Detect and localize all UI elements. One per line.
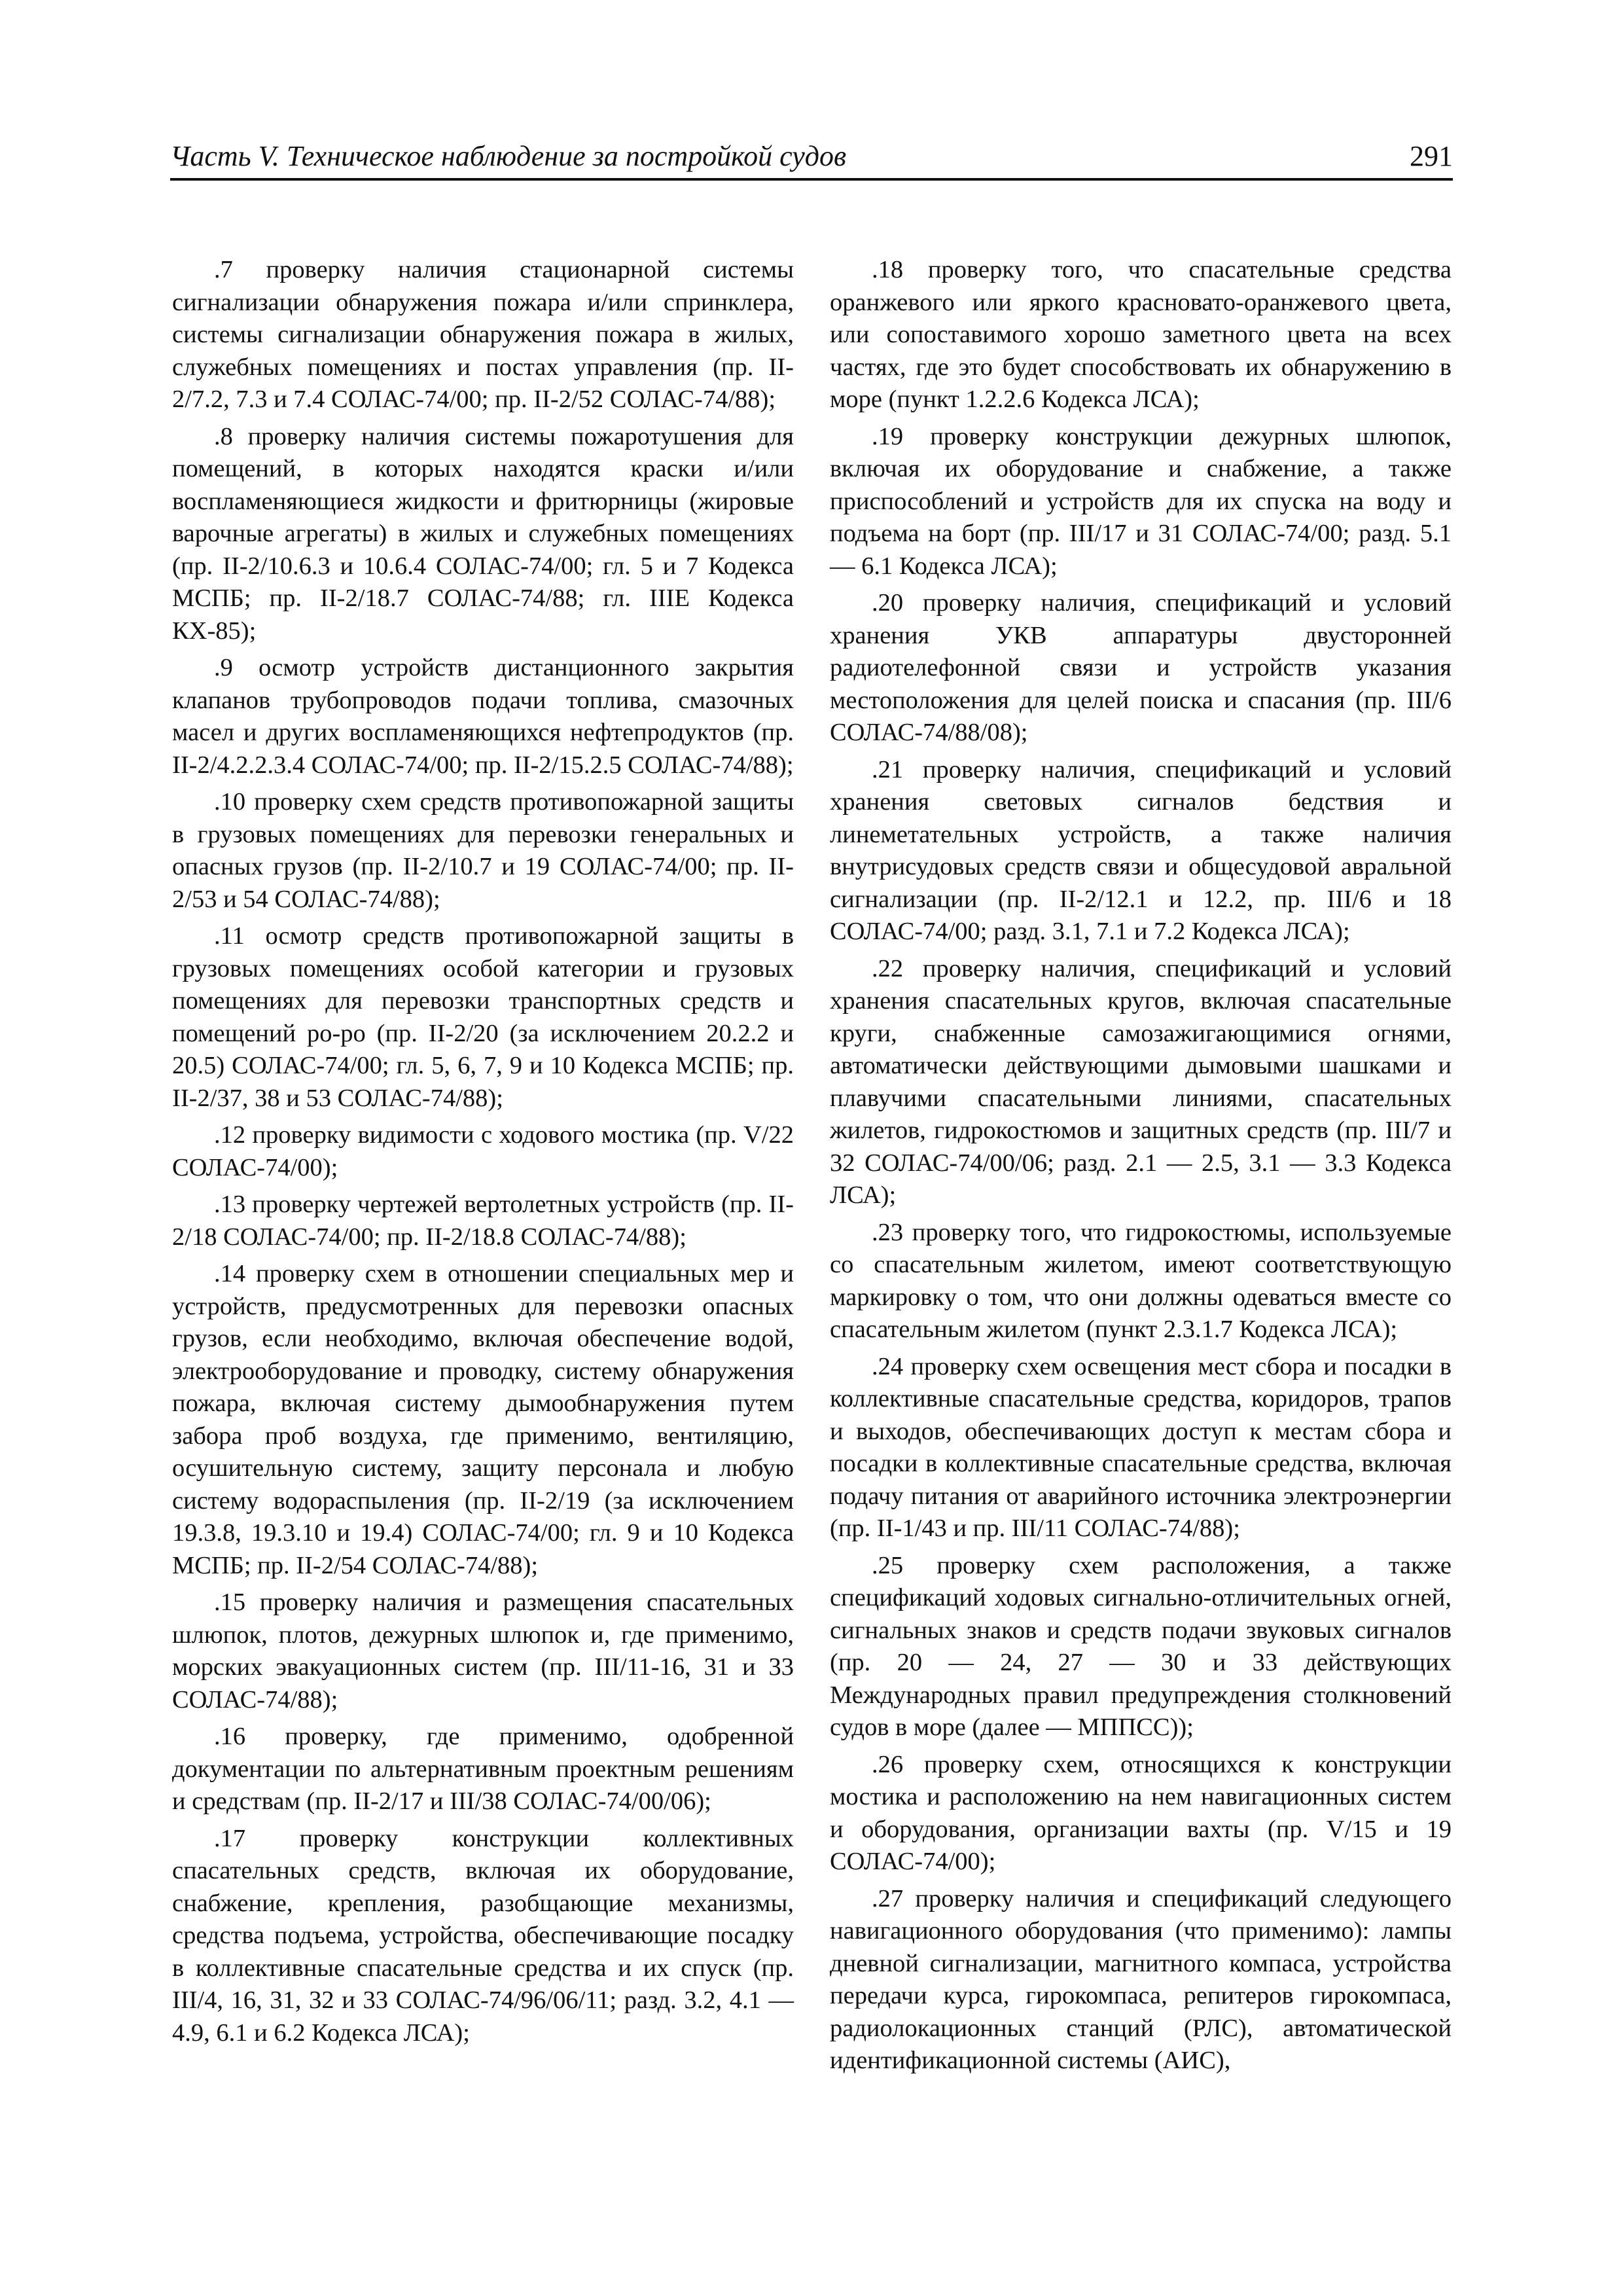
left-column <box>172 254 794 2054</box>
list-item: .19 проверку конструкции дежурных шлюпок, включая их оборудование и снабжение, а также приспособлений и устройств для их спуска на воду и подъема на борт (пр. III/17 и 31 СОЛАС-74/00; разд. 5.1 — 6.1 Кодекса ЛСА); <box>830 422 1452 580</box>
list-item: .13 проверку чертежей вертолетных устройств (пр. II-2/18 СОЛАС-74/00; пр. II-2/18.8 СОЛАС-74/88); <box>172 1191 794 1251</box>
running-header-title: Часть V. Техническое наблюдение за постройкой судов <box>170 140 847 172</box>
list-item: .12 проверку видимости с ходового мостика (пр. V/22 СОЛАС-74/00); <box>172 1121 794 1181</box>
list-item: .27 проверку наличия и спецификаций следующего навигационного оборудования (что применимо): лампы дневной сигнализации, магнитного компаса, устройства передачи курса, гирокомпаса, репитеров гирокомпаса, радиолокационных станций (РЛС), автоматической идентификационной системы (АИС), <box>830 1884 1452 2074</box>
list-item: .17 проверку конструкции коллективных спасательных средств, включая их оборудование, снабжение, крепления, разобщающие механизмы, средства подъема, устройства, обеспечивающие посадку в коллективные спасательные средства и их спуск (пр. III/4, 16, 31, 32 и 33 СОЛАС-74/96/06/11; разд. 3.2, 4.1 — 4.9, 6.1 и 6.2 Кодекса ЛСА); <box>172 1824 794 2047</box>
list-item: .9 осмотр устройств дистанционного закрытия клапанов трубопроводов подачи топлива, смазочных масел и других воспламеняющихся нефтепродуктов (пр. II-2/4.2.2.3.4 СОЛАС-74/00; пр. II-2/15.2.5 СОЛАС-74/88); <box>172 654 794 779</box>
list-item: .10 проверку схем средств противопожарной защиты в грузовых помещениях для перевозки генеральных и опасных грузов (пр. II-2/10.7 и 19 СОЛАС-74/00; пр. II-2/53 и 54 СОЛАС-74/88); <box>172 788 794 913</box>
list-item: .24 проверку схем освещения мест сбора и посадки в коллективные спасательные средства, коридоров, трапов и выходов, обеспечивающих доступ к местам сбора и посадки в коллективные спасательные средства, включая подачу питания от аварийного источника электроэнергии (пр. II-1/43 и пр. III/11 СОЛАС-74/88); <box>830 1352 1452 1542</box>
list-item: .20 проверку наличия, спецификаций и условий хранения УКВ аппаратуры двусторонней радиотелефонной связи и устройств указания местоположения для целей поиска и спасания (пр. III/6 СОЛАС-74/88/08); <box>830 589 1452 746</box>
list-item: .16 проверку, где применимо, одобренной документации по альтернативным проектным решениям и средствам (пр. II-2/17 и III/38 СОЛАС-74/00/06); <box>172 1723 794 1815</box>
list-item: .21 проверку наличия, спецификаций и условий хранения световых сигналов бедствия и линеметательных устройств, а также наличия внутрисудовых средств связи и общесудовой авральной сигнализации (пр. II-2/12.1 и 12.2, пр. III/6 и 18 СОЛАС-74/00; разд. 3.1, 7.1 и 7.2 Кодекса ЛСА); <box>830 755 1452 945</box>
list-item: .23 проверку того, что гидрокостюмы, используемые со спасательным жилетом, имеют соответствующую маркировку о том, что они должны одеваться вместе со спасательным жилетом (пункт 2.3.1.7 Кодекса ЛСА); <box>830 1218 1452 1343</box>
list-item: .22 проверку наличия, спецификаций и условий хранения спасательных кругов, включая спасательные круги, снабженные самозажигающимися огнями, автоматически действующими дымовыми шашками и плавучими спасательными линиями, спасательных жилетов, гидрокостюмов и защитных средств (пр. III/7 и 32 СОЛАС-74/00/06; разд. 2.1 — 2.5, 3.1 — 3.3 Кодекса ЛСА); <box>830 954 1452 1209</box>
list-item: .25 проверку схем расположения, а также спецификаций ходовых сигнально-отличительных огней, сигнальных знаков и средств подачи звуковых сигналов (пр. 20 — 24, 27 — 30 и 33 действующих Международных правил предупреждения столкновений судов в море (далее — МППСС)); <box>830 1551 1452 1741</box>
list-item: .18 проверку того, что спасательные средства оранжевого или яркого красновато-оранжевого цвета, или сопоставимого хорошо заметного цвета на всех частях, где это будет способствовать их обнаружению в море (пункт 1.2.2.6 Кодекса ЛСА); <box>830 256 1452 413</box>
list-item: .11 осмотр средств противопожарной защиты в грузовых помещениях особой категории и грузовых помещениях для перевозки транспортных средств и помещений ро-ро (пр. II-2/20 (за исключением 20.2.2 и 20.5) СОЛАС-74/00; гл. 5, 6, 7, 9 и 10 Кодекса МСПБ; пр. II-2/37, 38 и 53 СОЛАС-74/88); <box>172 922 794 1112</box>
list-item: .15 проверку наличия и размещения спасательных шлюпок, плотов, дежурных шлюпок и, где применимо, морских эвакуационных систем (пр. III/11-16, 31 и 33 СОЛАС-74/88); <box>172 1588 794 1713</box>
list-item: .8 проверку наличия системы пожаротушения для помещений, в которых находятся краски и/или воспламеняющиеся жидкости и фритюрницы (жировые варочные агрегаты) в жилых и служебных помещениях (пр. II-2/10.6.3 и 10.6.4 СОЛАС-74/00; гл. 5 и 7 Кодекса МСПБ; пр. II-2/18.7 СОЛАС-74/88; гл. IIIE Кодекса КХ-85); <box>172 422 794 645</box>
page-number: 291 <box>1410 140 1453 172</box>
list-item: .14 проверку схем в отношении специальных мер и устройств, предусмотренных для перевозки опасных грузов, если необходимо, включая обеспечение водой, электрооборудование и проводку, систему обнаружения пожара, включая систему дымообнаружения путем забора проб воздуха, где применимо, вентиляцию, осушительную систему, защиту персонала и любую систему водораспыления (пр. II-2/19 (за исключением 19.3.8, 19.3.10 и 19.4) СОЛАС-74/00; гл. 9 и 10 Кодекса МСПБ; пр. II-2/54 СОЛАС-74/88); <box>172 1260 794 1579</box>
running-header <box>170 140 1453 181</box>
list-item: .26 проверку схем, относящихся к конструкции мостика и расположению на нем навигационных систем и оборудования, организации вахты (пр. V/15 и 19 СОЛАС-74/00); <box>830 1750 1452 1875</box>
right-column <box>830 254 1452 2082</box>
list-item: .7 проверку наличия стационарной системы сигнализации обнаружения пожара и/или спринклера, системы сигнализации обнаружения пожара в жилых, служебных помещениях и постах управления (пр. II-2/7.2, 7.3 и 7.4 СОЛАС-74/00; пр. II-2/52 СОЛАС-74/88); <box>172 256 794 413</box>
